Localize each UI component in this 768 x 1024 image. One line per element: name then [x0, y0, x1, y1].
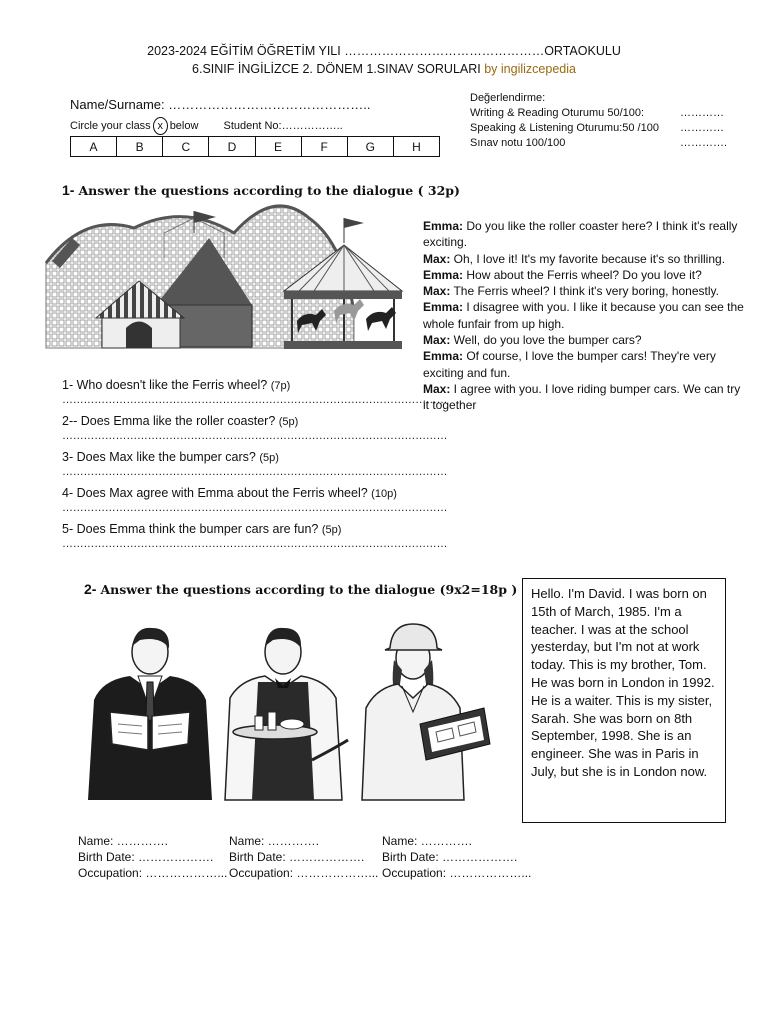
class-option-a[interactable]: A [71, 137, 117, 157]
evaluation-row [470, 121, 724, 136]
speaker-name: Max: [423, 251, 451, 266]
person-1-fields [78, 833, 227, 881]
student-no-field[interactable]: Student No:…………….. [223, 120, 343, 132]
class-option-c[interactable]: C [163, 137, 209, 157]
brand-label: by ingilizcepedia [484, 62, 576, 76]
dialogue-text: I agree with you. I love riding bumper cars. We can try it together [423, 381, 741, 413]
dialogue-line [423, 218, 748, 251]
question-text: 3- Does Max like the bumper cars? [62, 450, 260, 464]
dialogue-text: Of course, I love the bumper cars! They're very exciting and fun. [423, 349, 716, 380]
question-2 [62, 412, 407, 430]
evaluation-score-blank[interactable]: ………… [680, 122, 724, 134]
evaluation-row [470, 106, 724, 121]
speaker-name: Emma: [423, 349, 464, 364]
circled-x-mark: x [153, 117, 168, 135]
person-birth-blank[interactable]: Birth Date: ………………. [78, 850, 214, 864]
name-surname-field[interactable]: Name/Surname: ……………………………………….. [70, 97, 371, 112]
dialogue-line [423, 267, 748, 283]
speaker-name: Emma: [423, 300, 464, 315]
question-points: (7p) [270, 380, 291, 392]
person-3-fields [382, 833, 531, 881]
dialogue-text: How about the Ferris wheel? Do you love it? [463, 267, 702, 282]
question-points: (10p) [371, 488, 397, 500]
hard-hat-icon [385, 624, 442, 650]
class-selection-table [70, 136, 440, 157]
answer-line-1[interactable]: ……………………………………………………………………………………………… [62, 394, 448, 406]
section1-questions [62, 376, 448, 556]
evaluation-label: Speaking & Listening Oturumu:50 /100 [470, 122, 659, 134]
section2-number: 2- [84, 581, 97, 597]
evaluation-title: Değerlendirme: [470, 92, 546, 104]
engineer-figure [362, 624, 490, 800]
class-option-b[interactable]: B [117, 137, 163, 157]
dialogue-text: Do you like the roller coaster here? I think it's really exciting. [423, 219, 738, 250]
question-points: (5p) [278, 416, 299, 428]
section2-title [84, 581, 517, 597]
speaker-name: Emma: [423, 219, 464, 233]
question-points: (5p) [321, 524, 342, 536]
speaker-name: Emma: [423, 267, 464, 282]
section1-title-text: Answer the questions according to the dialogue ( 32p) [78, 183, 460, 198]
answer-line-3[interactable]: ……………………………………………………………………………………………… [62, 466, 448, 478]
person-name-blank[interactable]: Name: …………. [382, 834, 473, 848]
teacher-figure [88, 628, 212, 800]
question-text: 4- Does Max agree with Emma about the Ferris wheel? [62, 486, 372, 500]
dialogue-line [423, 299, 748, 332]
person-occupation-blank[interactable]: Occupation: ………………... [78, 866, 228, 880]
class-option-h[interactable]: H [393, 137, 439, 157]
section1-number: 1- [62, 182, 75, 198]
class-option-e[interactable]: E [255, 137, 301, 157]
speaker-name: Max: [423, 333, 451, 348]
dialogue-text: Oh, I love it! It's my favorite because it's so thrilling. [450, 251, 726, 266]
question-text: 1- Who doesn't like the Ferris wheel? [62, 378, 271, 392]
class-option-d[interactable]: D [209, 137, 255, 157]
person-name-blank[interactable]: Name: …………. [78, 834, 169, 848]
circle-after: below [169, 120, 199, 132]
funfair-illustration [44, 193, 419, 353]
exam-title [0, 62, 768, 76]
question-1 [62, 376, 407, 394]
person-birth-blank[interactable]: Birth Date: ………………. [229, 850, 365, 864]
dialogue-emma-max [423, 218, 748, 414]
evaluation-box [470, 91, 728, 151]
dialogue-line [423, 348, 748, 381]
waiter-figure [225, 628, 348, 800]
person-2-fields [229, 833, 378, 881]
exam-title-main: 6.SINIF İNGİLİZCE 2. DÖNEM 1.SINAV SORULARI [192, 62, 485, 76]
evaluation-label: Writing & Reading Oturumu 50/100: [470, 107, 645, 119]
question-4 [62, 484, 407, 502]
carousel-flag [344, 218, 364, 228]
answer-line-5[interactable]: ……………………………………………………………………………………………… [62, 538, 448, 550]
evaluation-label: Sınav notu 100/100 [470, 137, 566, 149]
evaluation-score-blank[interactable]: ………… [680, 107, 724, 119]
question-3 [62, 448, 407, 466]
dialogue-line [423, 332, 748, 348]
person-occupation-blank[interactable]: Occupation: ………………... [382, 866, 532, 880]
person-birth-blank[interactable]: Birth Date: ………………. [382, 850, 518, 864]
david-paragraph-box: Hello. I'm David. I was born on 15th of March, 1985. I'm a teacher. I was at the school yesterday, but I'm not at work today. This is my brother, Tom. He was born in London in 1992. He is a waiter. This is my sister, Sarah. She was born on 8th September, 1998. She is an engineer. She was in Paris in July, but she is in London now. [522, 578, 726, 823]
question-points: (5p) [259, 452, 279, 464]
answer-line-2[interactable]: ……………………………………………………………………………………………… [62, 430, 448, 442]
people-illustration [80, 620, 490, 802]
question-text: 5- Does Emma think the bumper cars are fun? [62, 522, 322, 536]
answer-line-4[interactable]: ……………………………………………………………………………………………… [62, 502, 448, 514]
circle-before: Circle your class [70, 120, 151, 132]
evaluation-row [470, 136, 728, 151]
circle-class-instruction [70, 117, 343, 135]
class-option-g[interactable]: G [347, 137, 393, 157]
speaker-name: Max: [423, 284, 451, 299]
dialogue-line [423, 283, 748, 299]
person-name-blank[interactable]: Name: …………. [229, 834, 320, 848]
dialogue-text: The Ferris wheel? I think it's very boring, honestly. [450, 284, 719, 299]
question-5 [62, 520, 407, 538]
dialogue-text: Well, do you love the bumper cars? [450, 333, 642, 348]
question-text: 2-- Does Emma like the roller coaster? [62, 414, 279, 428]
section2-title-text: Answer the questions according to the dialogue (9x2=18p ) [100, 582, 518, 597]
evaluation-score-blank[interactable]: …………. [680, 137, 728, 149]
dialogue-line [423, 251, 748, 267]
carousel-horse [366, 307, 396, 331]
speaker-name: Max: [423, 381, 451, 396]
dialogue-text: I disagree with you. I like it because you can see the whole funfair from up high. [423, 300, 744, 331]
person-occupation-blank[interactable]: Occupation: ………………... [229, 866, 379, 880]
school-year-header: 2023-2024 EĞİTİM ÖĞRETİM YILI …………………………………………ORTAOKULU [147, 44, 621, 58]
dialogue-line [423, 381, 748, 414]
class-option-f[interactable]: F [301, 137, 347, 157]
